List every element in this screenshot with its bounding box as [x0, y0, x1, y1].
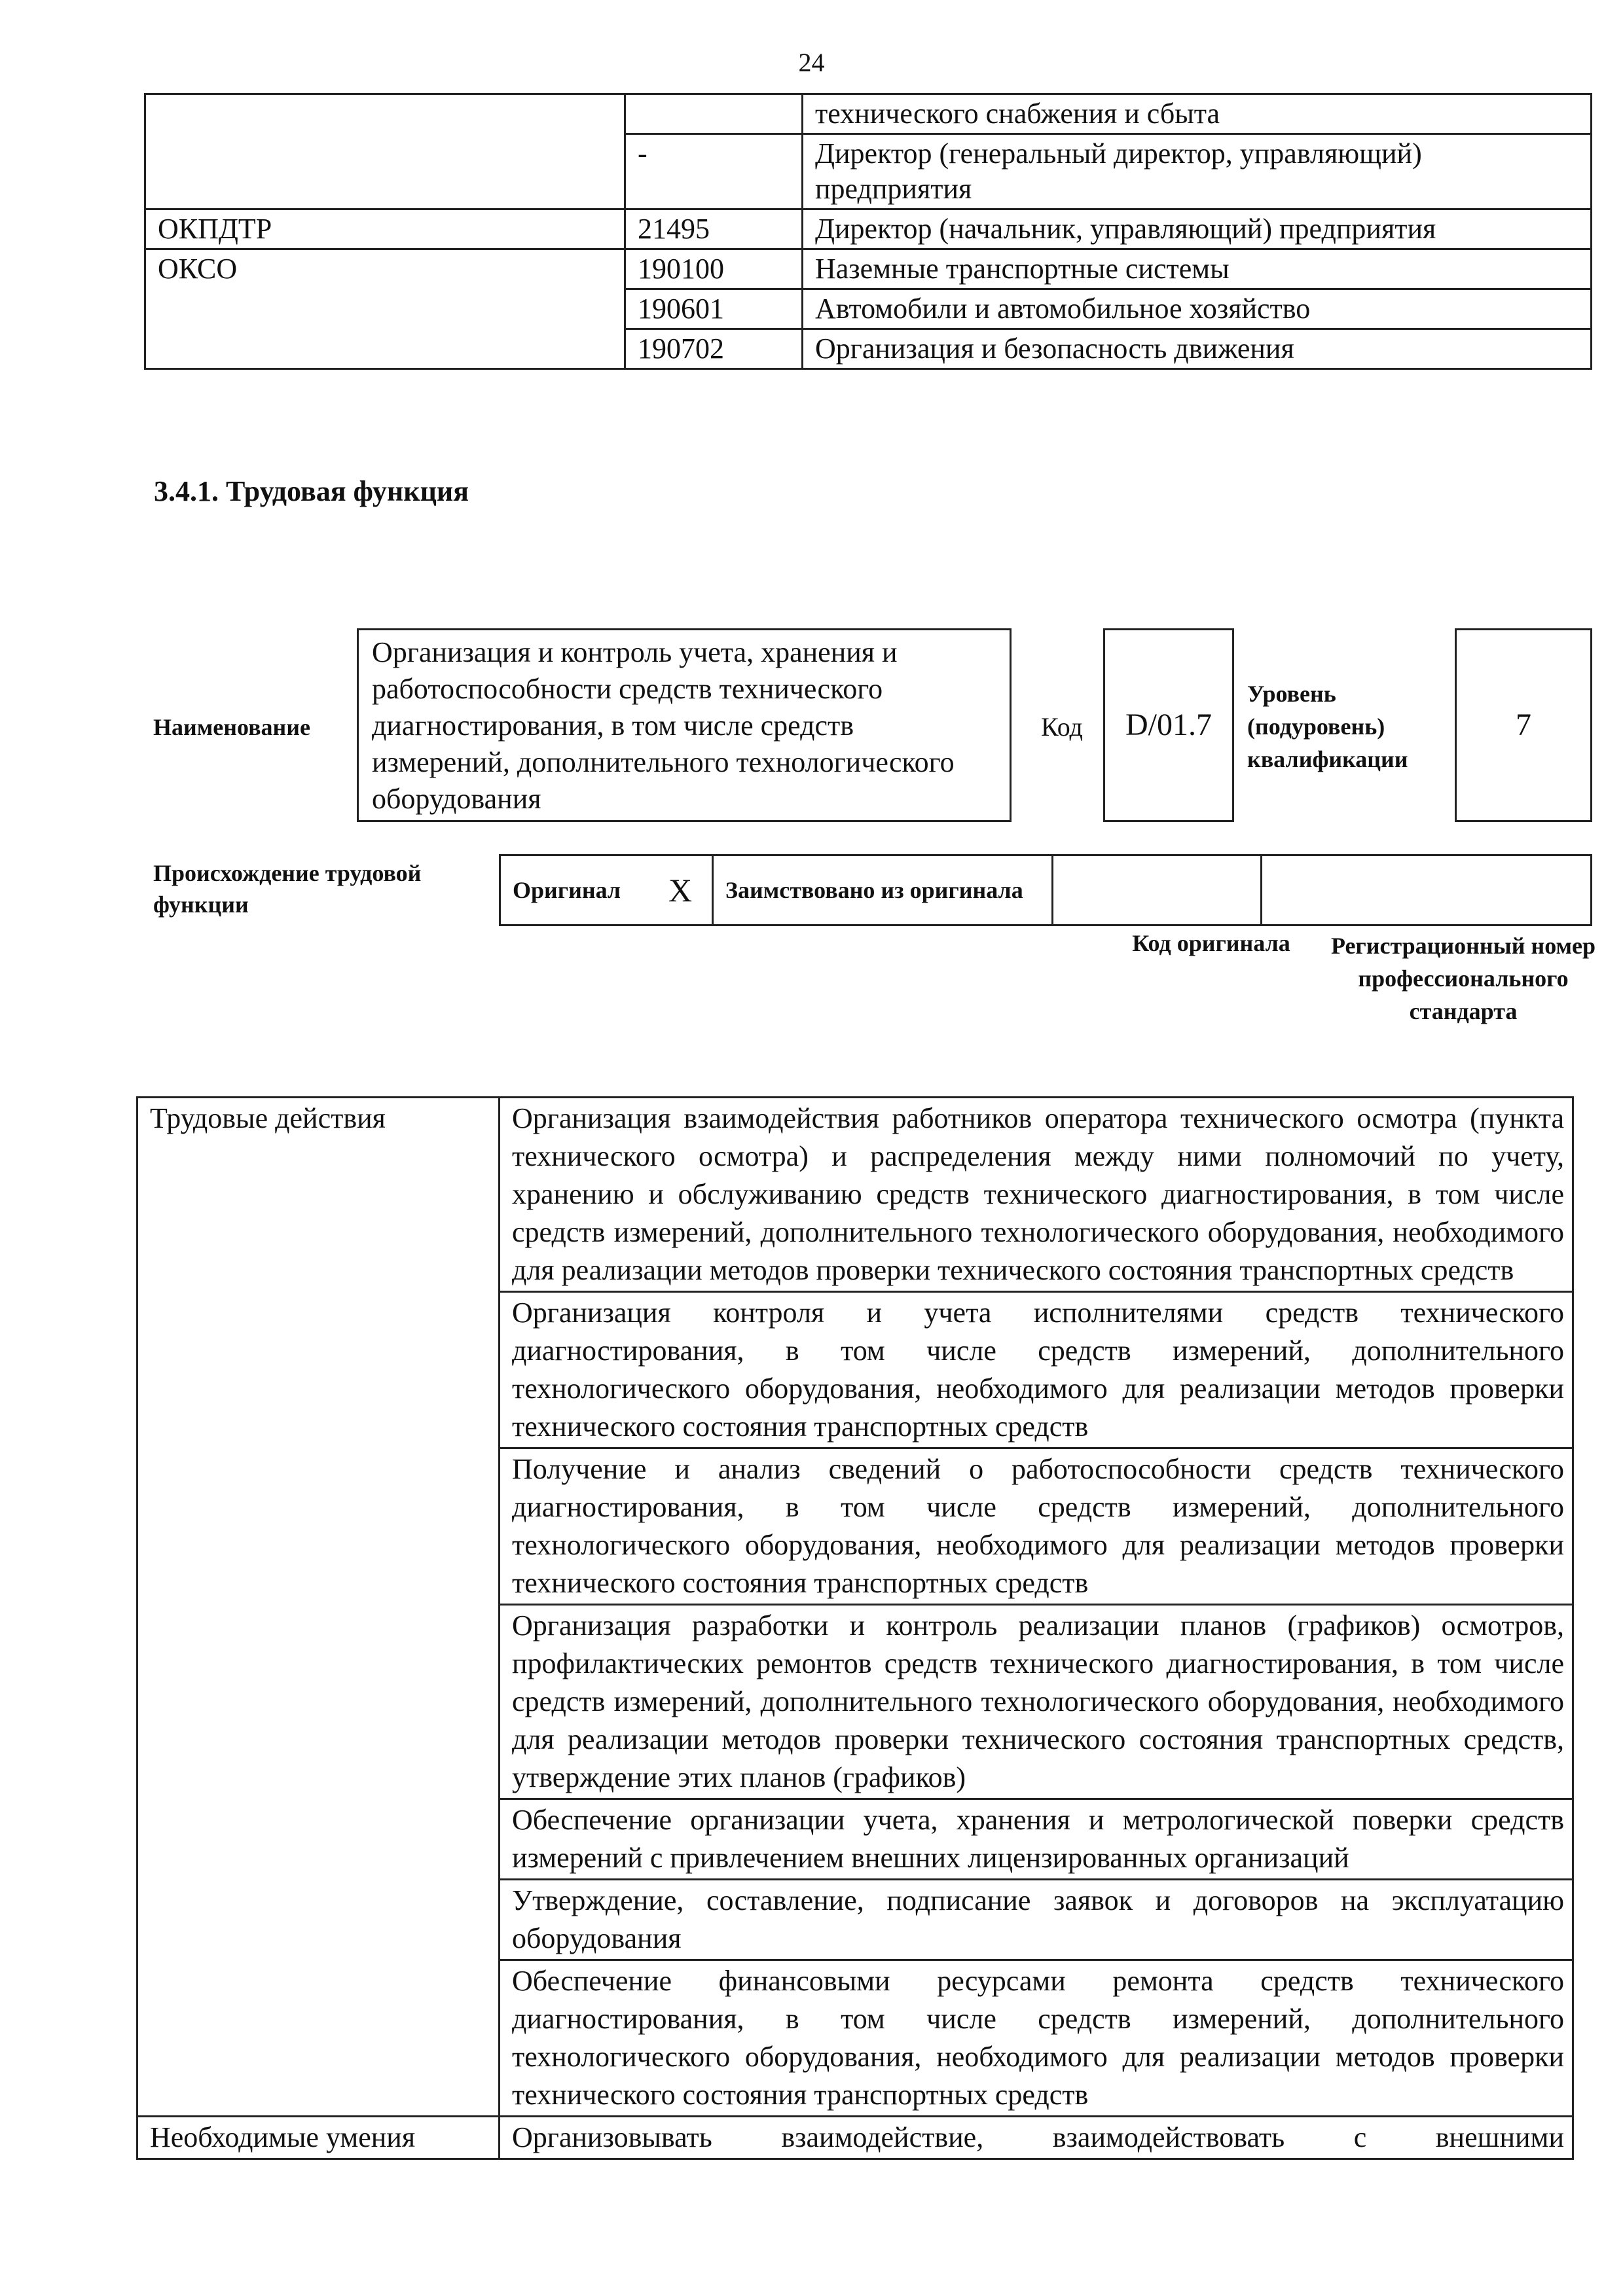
- skills-header: Необходимые умения: [137, 2117, 500, 2159]
- registration-number-caption: Регистрационный номер профессионального стандарта: [1330, 933, 1596, 1024]
- classification-table: [144, 93, 1592, 370]
- table-row: [137, 2117, 1573, 2159]
- function-name-box: Организация и контроль учета, хранения и работоспособности средств технического диагностирования, в том числе средств измерений, дополнительного технологического оборудования: [357, 628, 1012, 822]
- registration-number-cell: [1262, 855, 1592, 925]
- level-label-text: Уровень (подуровень) квалификации: [1247, 681, 1408, 772]
- table-cell: Организация и безопасность движения: [803, 329, 1592, 369]
- table-row: [145, 94, 1592, 134]
- table-row: [145, 249, 1592, 289]
- original-label: Оригинал: [500, 855, 649, 925]
- function-code-box: D/01.7: [1103, 628, 1234, 822]
- original-code-cell: [1053, 855, 1262, 925]
- name-label: Наименование: [153, 714, 310, 740]
- labor-action: Организация взаимодействия работников оператора технического осмотра (пункта технического осмотра) и распределения между ними полномочий по учету, хранению и обслуживанию средств технического диагностирования, в том числе средств измерений, дополнительного технологического оборудования, необходимого для реализации методов проверки технического состояния транспортных средств: [500, 1098, 1573, 1292]
- original-mark: X: [649, 855, 713, 925]
- table-cell: ОКСО: [145, 249, 625, 369]
- origin-label: [153, 857, 481, 920]
- table-cell: [145, 94, 625, 209]
- labor-action: Организация разработки и контроль реализации планов (графиков) осмотров, профилактических ремонтов средств технического диагностирования, в том числе средств измерений, дополнительного технологического оборудования, необходимого для реализации методов проверки технического состояния транспортных средств, утверждение этих планов (графиков): [500, 1605, 1573, 1799]
- table-cell: технического снабжения и сбыта: [803, 94, 1592, 134]
- labor-action: Организация контроля и учета исполнителями средств технического диагностирования, в том числе средств измерений, дополнительного технологического оборудования, необходимого для реализации методов проверки технического состояния транспортных средств: [500, 1292, 1573, 1448]
- table-cell: -: [625, 134, 803, 209]
- labor-action: Обеспечение финансовыми ресурсами ремонта средств технического диагностирования, в том числе средств измерений, дополнительного технологического оборудования, необходимого для реализации методов проверки технического состояния транспортных средств: [500, 1960, 1573, 2117]
- original-code-caption: Код оригинала: [1132, 930, 1290, 956]
- qualification-level-label: [1247, 677, 1444, 776]
- qualification-level-box: 7: [1455, 628, 1592, 822]
- table-cell: 190100: [625, 249, 803, 289]
- table-cell: [625, 94, 803, 134]
- table-row: [145, 209, 1592, 249]
- table-cell: Директор (генеральный директор, управляющий) предприятия: [803, 134, 1592, 209]
- table-cell: Директор (начальник, управляющий) предприятия: [803, 209, 1592, 249]
- page-number: 24: [798, 48, 825, 77]
- code-label: Код: [1041, 712, 1083, 742]
- table-cell: 190702: [625, 329, 803, 369]
- labor-action: Обеспечение организации учета, хранения и метрологической поверки средств измерений с привлечением внешних лицензированных организаций: [500, 1799, 1573, 1880]
- actions-header: Трудовые действия: [137, 1098, 500, 2117]
- borrowed-label: Заимствовано из оригинала: [713, 855, 1053, 925]
- table-cell: Автомобили и автомобильное хозяйство: [803, 289, 1592, 329]
- origin-table: [499, 854, 1592, 926]
- origin-label-text: Происхождение трудовой функции: [153, 860, 422, 918]
- table-cell: 190601: [625, 289, 803, 329]
- table-row: [500, 855, 1592, 925]
- table-cell: Наземные транспортные системы: [803, 249, 1592, 289]
- skill-item: Организовывать взаимодействие, взаимодействовать с внешними: [500, 2117, 1573, 2159]
- table-row: [137, 1098, 1573, 1292]
- labor-action: Утверждение, составление, подписание заявок и договоров на эксплуатацию оборудования: [500, 1880, 1573, 1960]
- table-cell: 21495: [625, 209, 803, 249]
- section-title: 3.4.1. Трудовая функция: [154, 475, 469, 507]
- labor-action: Получение и анализ сведений о работоспособности средств технического диагностирования, в том числе средств измерений, дополнительного технологического оборудования, необходимого для реализации методов проверки технического состояния транспортных средств: [500, 1448, 1573, 1605]
- labor-actions-table: [136, 1096, 1574, 2160]
- table-cell: ОКПДТР: [145, 209, 625, 249]
